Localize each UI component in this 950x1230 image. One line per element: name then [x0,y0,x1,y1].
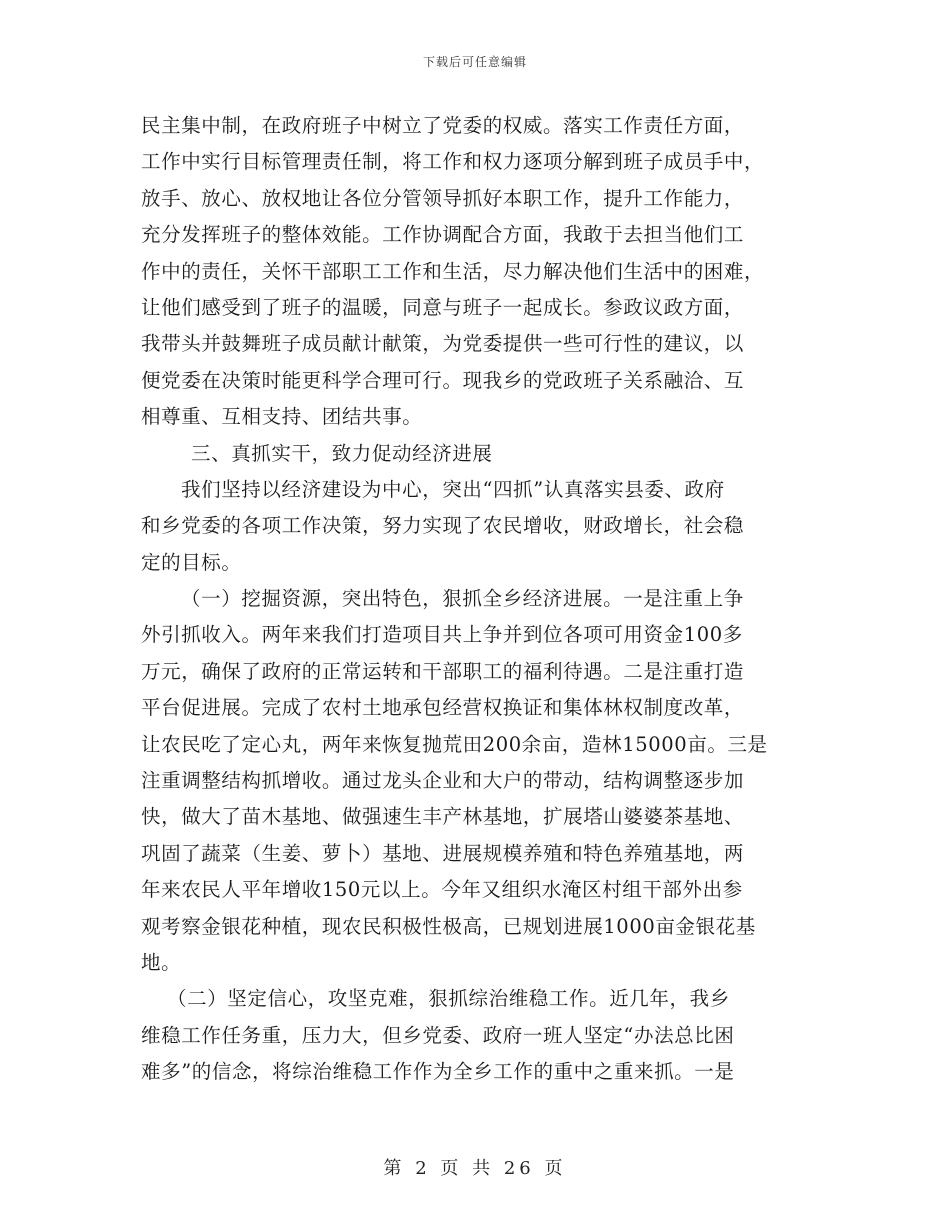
text-line: 维稳工作任务重，压力大，但乡党委、政府一班人坚定“办法总比困 [141,1023,735,1047]
subsection-start: （二）坚定信心，攻坚克难，狠抓综治维稳工作。近几年，我乡 [167,987,730,1011]
text-line: 我带头并鼓舞班子成员献计献策，为党委提供一些可行性的建议，以 [141,332,745,356]
text-line: 地。 [141,950,182,974]
text-line: 让他们感受到了班子的温暖，同意与班子一起成长。参政议政方面， [141,295,745,319]
text-line: 作中的责任，关怀干部职工工作和生活，尽力解决他们生活中的困难， [141,259,765,283]
text-line: 难多”的信念，将综治维稳工作作为全乡工作的重中之重来抓。一是 [141,1060,735,1084]
paragraph-start: 我们坚持以经济建设为中心，突出“四抓”认真落实县委、政府 [181,477,725,501]
section-heading: 三、真抓实干，致力促动经济进展 [191,441,493,465]
subsection-start: （一）挖掘资源，突出特色，狠抓全乡经济进展。一是注重上争 [181,587,744,611]
text-line: 便党委在决策时能更科学合理可行。现我乡的党政班子关系融洽、互 [141,368,745,392]
text-line: 巩固了蔬菜（生姜、萝卜）基地、进展规模养殖和特色养殖基地，两 [141,841,745,865]
text-line: 充分发挥班子的整体效能。工作协调配合方面，我敢于去担当他们工 [141,223,745,247]
text-line: 年来农民人平年增收150元以上。今年又组织水淹区村组干部外出参 [141,878,743,902]
text-line: 快，做大了苗木基地、做强速生丰产林基地，扩展塔山婆婆茶基地、 [141,805,745,829]
page-number: 第 2 页 共 26 页 [383,1158,567,1179]
text-line: 让农民吃了定心丸，两年来恢复抛荒田200余亩，造林15000亩。三是 [141,732,768,756]
page-header-note: 下载后可任意编辑 [422,55,527,69]
text-line: 平台促进展。完成了农村土地承包经营权换证和集体林权制度改革， [141,696,745,720]
text-line: 万元，确保了政府的正常运转和干部职工的福利待遇。二是注重打造 [141,659,745,683]
text-line: 和乡党委的各项工作决策，努力实现了农民增收，财政增长，社会稳 [141,514,745,538]
text-line: 民主集中制，在政府班子中树立了党委的权威。落实工作责任方面， [141,114,745,137]
text-line: 放手、放心、放权地让各位分管领导抓好本职工作，提升工作能力， [141,186,745,210]
text-line: 注重调整结构抓增收。通过龙头企业和大户的带动，结构调整逐步加 [141,769,745,793]
document-body [141,108,811,1091]
text-line: 相尊重、互相支持、团结共事。 [141,405,423,429]
text-line: 观考察金银花种植，现农民积极性极高，已规划进展1000亩金银花基 [141,914,756,938]
text-line: 定的目标。 [141,550,242,574]
text-line: 工作中实行目标管理责任制，将工作和权力逐项分解到班子成员手中， [141,150,765,174]
text-line: 外引抓收入。两年来我们打造项目共上争并到位各项可用资金100多 [141,623,743,647]
